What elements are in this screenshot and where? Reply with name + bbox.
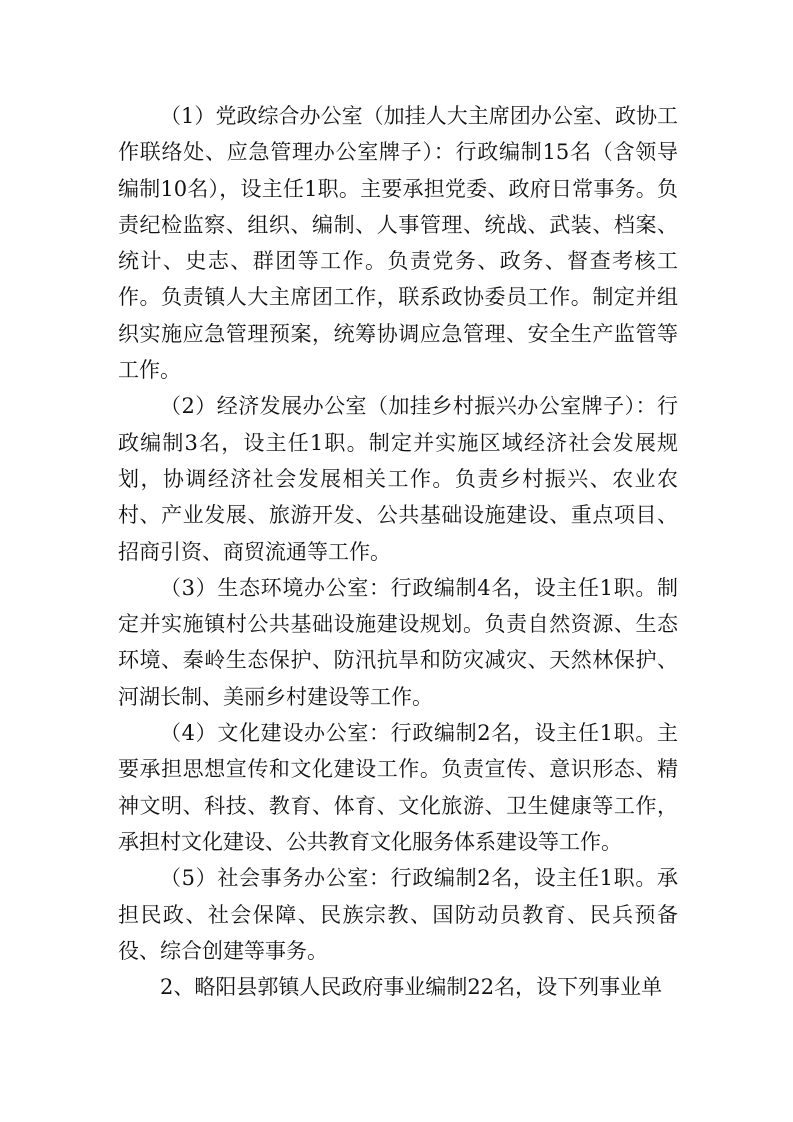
document-body	[118, 98, 678, 1005]
paragraph-social-affairs-office: （5）社会事务办公室：行政编制2名，设主任1职。承担民政、社会保障、民族宗教、国防动员教育、民兵预备役、综合创建等事务。	[118, 866, 678, 963]
paragraph-party-office: （1）党政综合办公室（加挂人大主席团办公室、政协工作联络处、应急管理办公室牌子）：行政编制15名（含领导编制10名），设主任1职。主要承担党委、政府日常事务。负责纪检监察、组织、编制、人事管理、统战、武装、档案、统计、史志、群团等工作。负责党务、政务、督查考核工作。负责镇人大主席团工作，联系政协委员工作。制定并组织实施应急管理预案，统筹协调应急管理、安全生产监管等工作。	[118, 104, 678, 383]
paragraph-ecology-office: （3）生态环境办公室：行政编制4名，设主任1职。制定并实施镇村公共基础设施建设规划。负责自然资源、生态环境、秦岭生态保护、防汛抗旱和防灾减灾、天然林保护、河湖长制、美丽乡村建设等工作。	[118, 575, 678, 709]
paragraph-culture-office: （4）文化建设办公室：行政编制2名，设主任1职。主要承担思想宣传和文化建设工作。负责宣传、意识形态、精神文明、科技、教育、体育、文化旅游、卫生健康等工作，承担村文化建设、公共教育文化服务体系建设等工作。	[118, 721, 678, 854]
paragraph-economic-office: （2）经济发展办公室（加挂乡村振兴办公室牌子）：行政编制3名，设主任1职。制定并实施区域经济社会发展规划，协调经济社会发展相关工作。负责乡村振兴、农业农村、产业发展、旅游开发、公共基础设施建设、重点项目、招商引资、商贸流通等工作。	[118, 394, 678, 564]
paragraph-section-2: 2、略阳县郭镇人民政府事业编制22名，设下列事业单	[160, 975, 663, 1000]
